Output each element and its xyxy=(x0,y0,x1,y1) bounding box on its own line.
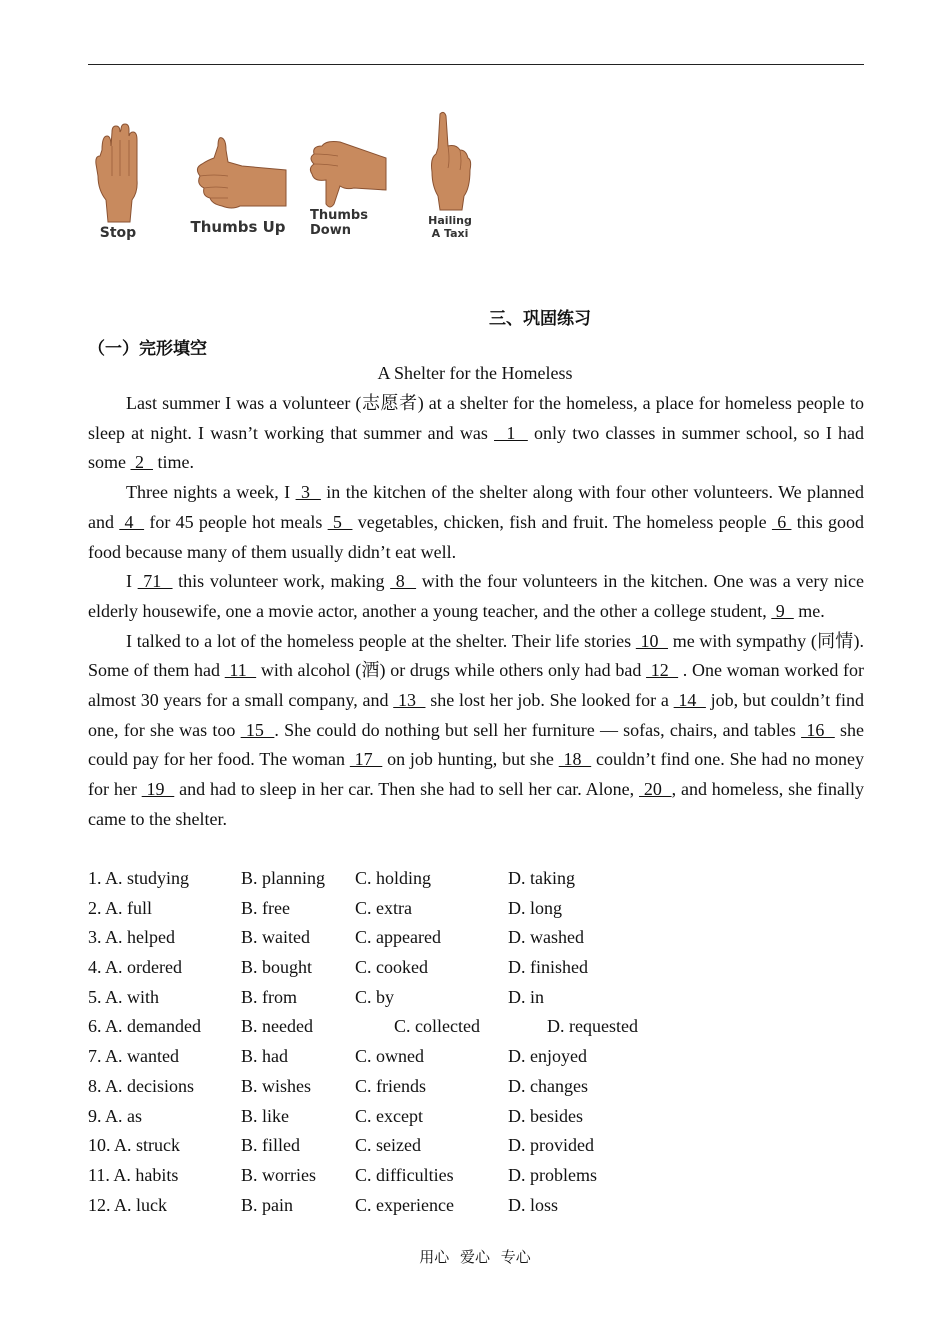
option-choice: C. except xyxy=(355,1105,423,1126)
passage-text: she could pay for her food. The woman xyxy=(88,719,865,770)
gesture-thumbs-up xyxy=(188,110,288,260)
passage-text: on job hunting, but she xyxy=(382,749,559,770)
section-title: 三、巩固练习 xyxy=(489,309,591,329)
option-row xyxy=(88,1131,864,1161)
option-choice: 10. A. struck xyxy=(88,1135,180,1156)
cloze-blank: 6 xyxy=(771,511,792,532)
option-row xyxy=(88,1102,864,1132)
option-row xyxy=(88,923,864,953)
option-choice: 9. A. as xyxy=(88,1105,142,1126)
option-choice: C. difficulties xyxy=(355,1164,454,1185)
passage-text: I xyxy=(126,571,138,592)
option-row xyxy=(88,894,864,924)
option-choice: C. collected xyxy=(394,1016,480,1037)
passage-text: couldn’t find one. She had no money for her xyxy=(88,749,865,800)
cloze-blank: 17 xyxy=(349,749,383,770)
passage-text: me. xyxy=(793,600,825,621)
cloze-blank: 18 xyxy=(558,749,592,770)
option-choice: B. filled xyxy=(241,1135,300,1156)
passage-paragraph xyxy=(88,389,864,478)
option-row xyxy=(88,1191,864,1221)
passage-text: this good food because many of them usually didn’t eat well. xyxy=(88,511,865,562)
option-choice: 1. A. studying xyxy=(88,868,190,888)
option-choice: B. bought xyxy=(241,957,313,978)
passage-text: , and homeless, she finally came to the shelter. xyxy=(88,779,864,829)
cloze-subtitle: （一）完形填空 xyxy=(88,339,207,359)
option-choice: D. loss xyxy=(508,1194,559,1215)
page-footer: 用心 爱心 专心 xyxy=(419,1248,531,1266)
caption-hailing-taxi: Hailing A Taxi xyxy=(428,214,472,240)
option-choice: D. besides xyxy=(508,1105,583,1126)
thumbs-down-icon xyxy=(306,110,388,210)
passage-text: in the kitchen of the shelter along with four other volunteers. We planned and xyxy=(88,482,865,532)
option-row xyxy=(88,1042,864,1072)
option-choice: B. like xyxy=(241,1105,289,1126)
passage-text: Three nights a week, I xyxy=(126,482,296,503)
option-row xyxy=(88,1161,864,1191)
passage-text: this volunteer work, making xyxy=(172,571,391,592)
option-choice: 8. A. decisions xyxy=(88,1075,194,1096)
cloze-blank: 11 xyxy=(224,660,257,681)
passage-text: Last summer I was a volunteer (志愿者) at a shelter for the homeless, a place for homeless people to sleep at night. I wasn’t working that summer and was xyxy=(88,393,864,443)
option-choice: B. worries xyxy=(241,1164,316,1185)
option-row xyxy=(88,1072,864,1102)
caption-thumbs-down: Thumbs Down xyxy=(310,208,368,238)
option-row xyxy=(88,1012,864,1042)
option-choice: C. by xyxy=(355,986,395,1007)
option-choice: C. appeared xyxy=(355,927,441,948)
cloze-blank: 5 xyxy=(327,511,353,532)
thumbs-up-icon xyxy=(188,110,288,220)
option-choice: B. from xyxy=(241,986,297,1007)
gesture-illustrations xyxy=(88,110,508,260)
option-choice: B. waited xyxy=(241,927,310,948)
option-choice: C. cooked xyxy=(355,957,428,978)
passage xyxy=(88,389,864,835)
header-rule xyxy=(88,64,864,65)
option-choice: 5. A. with xyxy=(88,986,160,1007)
option-choice: D. requested xyxy=(547,1016,638,1037)
passage-title: A Shelter for the Homeless xyxy=(377,363,573,383)
option-choice: C. extra xyxy=(355,897,412,918)
passage-text: with alcohol (酒) or drugs while others only had bad xyxy=(256,660,647,681)
gesture-hailing-taxi xyxy=(420,110,480,260)
cloze-blank: 20 xyxy=(639,779,672,800)
passage-text: I talked to a lot of the homeless people at the shelter. Their life stories xyxy=(126,630,636,651)
passage-text: me with sympathy (同情). Some of them had xyxy=(88,630,865,681)
option-choice: B. free xyxy=(241,897,290,918)
cloze-blank: 16 xyxy=(801,719,835,740)
cloze-blank: 8 xyxy=(390,571,417,592)
passage-text: with the four volunteers in the kitchen. One was a very nice elderly housewife, one a movie actor, another a young teacher, and the other a college student, xyxy=(88,571,865,621)
option-choice: B. had xyxy=(241,1046,288,1067)
option-choice: C. owned xyxy=(355,1046,424,1067)
caption-stop: Stop xyxy=(99,225,137,241)
stop-hand-icon xyxy=(88,110,148,230)
gesture-stop xyxy=(88,110,148,260)
option-choice: 7. A. wanted xyxy=(88,1046,179,1067)
option-choice: D. problems xyxy=(508,1164,597,1185)
option-choice: C. experience xyxy=(355,1194,454,1215)
option-choice: 4. A. ordered xyxy=(88,957,182,978)
option-choice: D. finished xyxy=(508,957,588,978)
cloze-blank: 71 xyxy=(137,571,173,592)
cloze-blank: 19 xyxy=(141,779,175,800)
option-row xyxy=(88,983,864,1013)
cloze-blank: 12 xyxy=(646,660,679,681)
caption-thumbs-up: Thumbs Up xyxy=(190,218,286,236)
option-choice: 6. A. demanded xyxy=(88,1016,201,1037)
passage-text: . One woman worked for almost 30 years for a small company, and xyxy=(88,660,865,711)
option-choice: B. needed xyxy=(241,1016,313,1037)
cloze-blank: 15 xyxy=(240,719,275,740)
options-list xyxy=(88,864,864,1220)
hailing-taxi-hand-icon xyxy=(420,110,480,212)
option-choice: 11. A. habits xyxy=(88,1164,179,1185)
passage-text: and had to sleep in her car. Then she had to sell her car. Alone, xyxy=(174,779,640,800)
option-row xyxy=(88,864,864,894)
cloze-blank: 2 xyxy=(130,452,153,473)
passage-paragraph xyxy=(88,478,864,567)
option-choice: C. friends xyxy=(355,1075,426,1096)
passage-text: only two classes in summer school, so I had some xyxy=(88,422,865,473)
option-choice: 2. A. full xyxy=(88,897,153,918)
option-row xyxy=(88,953,864,983)
passage-text: . She could do nothing but sell her furniture — sofas, chairs, and tables xyxy=(274,719,802,740)
option-choice: 3. A. helped xyxy=(88,927,175,948)
option-choice: B. planning xyxy=(241,868,325,888)
cloze-blank: 4 xyxy=(119,511,145,532)
passage-text: time. xyxy=(153,452,194,473)
passage-text: for 45 people hot meals xyxy=(144,511,328,532)
option-choice: C. holding xyxy=(355,868,432,888)
passage-text: she lost her job. She looked for a xyxy=(425,690,674,711)
cloze-blank: 3 xyxy=(295,482,321,503)
passage-paragraph xyxy=(88,567,864,626)
option-choice: B. pain xyxy=(241,1194,293,1215)
passage-paragraph xyxy=(88,627,864,835)
cloze-blank: 1 xyxy=(494,422,528,443)
passage-text: job, but couldn’t find one, for she was too xyxy=(88,690,865,740)
passage-text: vegetables, chicken, fish and fruit. The homeless people xyxy=(352,511,772,532)
option-choice: D. enjoyed xyxy=(508,1046,587,1067)
gesture-thumbs-down xyxy=(306,110,388,260)
option-choice: B. wishes xyxy=(241,1075,312,1096)
cloze-blank: 14 xyxy=(673,690,706,711)
option-choice: 12. A. luck xyxy=(88,1194,167,1215)
option-choice: C. seized xyxy=(355,1135,421,1156)
option-choice: D. in xyxy=(508,986,544,1007)
option-choice: D. changes xyxy=(508,1075,588,1096)
option-choice: D. long xyxy=(508,897,562,918)
option-choice: D. taking xyxy=(508,868,575,888)
option-choice: D. washed xyxy=(508,927,584,948)
cloze-blank: 10 xyxy=(635,630,668,651)
cloze-blank: 9 xyxy=(771,600,794,621)
cloze-blank: 13 xyxy=(393,690,426,711)
option-choice: D. provided xyxy=(508,1135,594,1156)
